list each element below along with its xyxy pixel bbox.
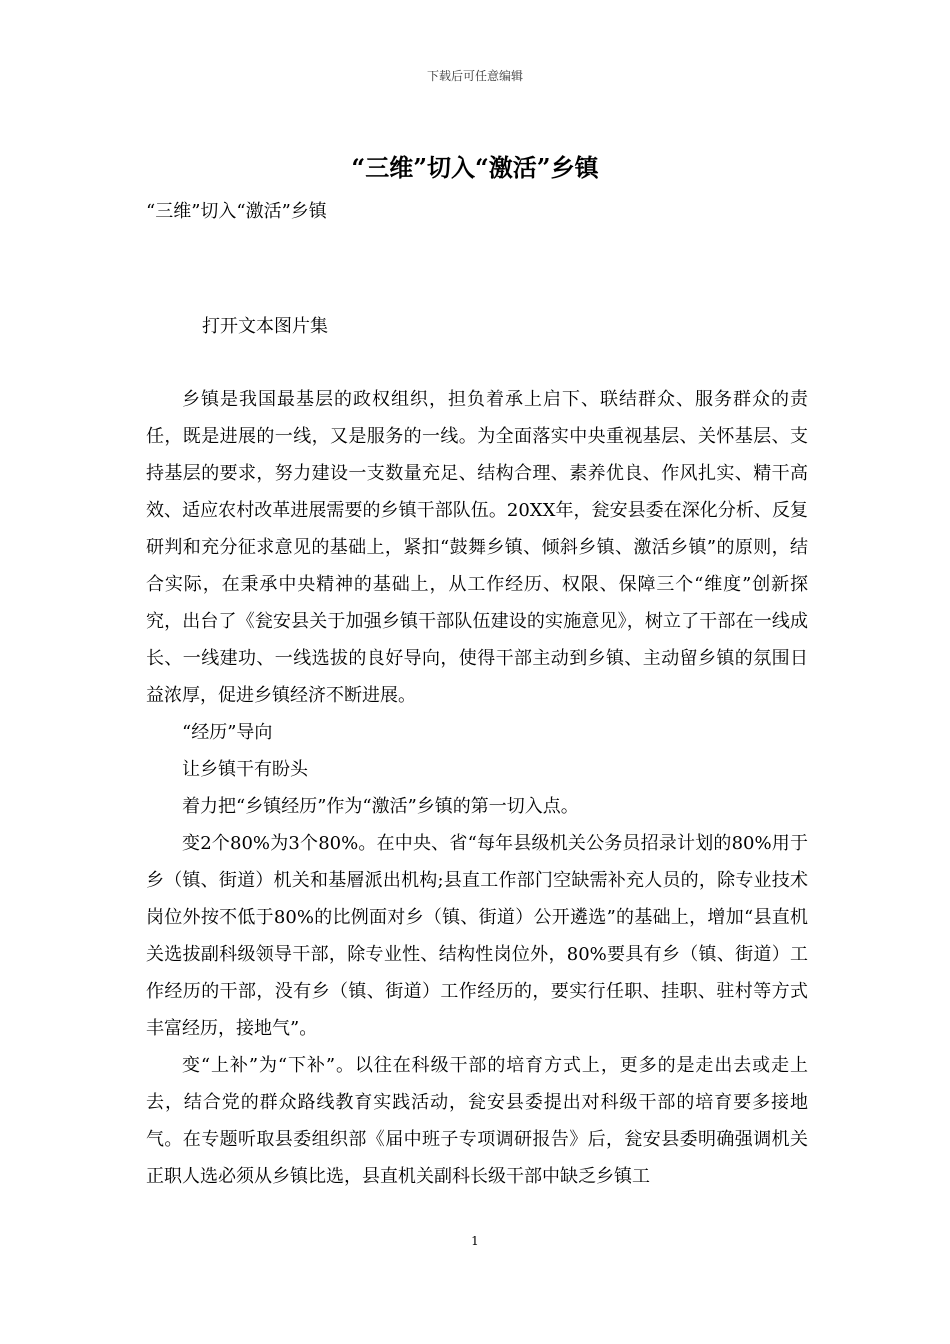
article-body bbox=[146, 381, 808, 1195]
page-number: 1 bbox=[471, 1234, 479, 1248]
paragraph-80-percent: 变2个80%为3个80%。在中央、省“每年县级机关公务员招录计划的80%用于乡（镇、街道）机关和基層派出机构;县直工作部门空缺需补充人员的，除专业技术岗位外按不低于80%的比例面对乡（镇、街道）公开遴选”的基础上，增加“县直机关选拔副科级领导干部，除专业性、结构性岗位外，80%要具有乡（镇、街道）工作经历的干部，没有乡（镇、街道）工作经历的，要实行任职、挂职、驻村等方式丰富经历，接地气”。 bbox=[146, 833, 808, 1039]
section-subheading: 让乡镇干有盼头 bbox=[182, 759, 308, 780]
paragraph-entry-point: 着力把“乡镇经历”作为“激活”乡镇的第一切入点。 bbox=[182, 796, 579, 817]
header-note: 下载后可任意编辑 bbox=[426, 69, 523, 83]
paragraph-intro: 乡镇是我国最基层的政权组织，担负着承上启下、联结群众、服务群众的责任，既是进展的一线，又是服务的一线。为全面落实中央重视基层、关怀基层、支持基层的要求，努力建设一支数量充足、结构合理、素养优良、作风扎实、精干高效、适应农村改革进展需要的乡镇干部队伍。20XX年，瓮安县委在深化分析、反复研判和充分征求意见的基础上，紧扣“鼓舞乡镇、倾斜乡镇、激活乡镇”的原则，结合实际，在秉承中央精神的基础上，从工作经历、权限、保障三个“维度”创新探究，出台了《瓮安县关于加强乡镇干部队伍建设的实施意见》，树立了干部在一线成长、一线建功、一线选拔的良好导向，使得干部主动到乡镇、主动留乡镇的氛围日益浓厚，促进乡镇经济不断进展。 bbox=[146, 389, 808, 706]
document-subtitle: “三维”切入“激活”乡镇 bbox=[146, 201, 327, 222]
paragraph-lower-supplement: 变“上补”为“下补”。以往在科级干部的培育方式上，更多的是走出去或走上去，结合党的群众路线教育实践活动，瓮安县委提出对科级干部的培育要多接地气。在专题听取县委组织部《届中班子专项调研报告》后，瓮安县委明确强调机关正职人选必须从乡镇比选，县直机关副科长级干部中缺乏乡镇工 bbox=[146, 1055, 808, 1187]
section-heading-experience: “经历”导向 bbox=[182, 722, 273, 743]
document-title: “三维”切入“激活”乡镇 bbox=[351, 153, 599, 182]
open-image-gallery-link[interactable]: 打开文本图片集 bbox=[202, 316, 328, 337]
